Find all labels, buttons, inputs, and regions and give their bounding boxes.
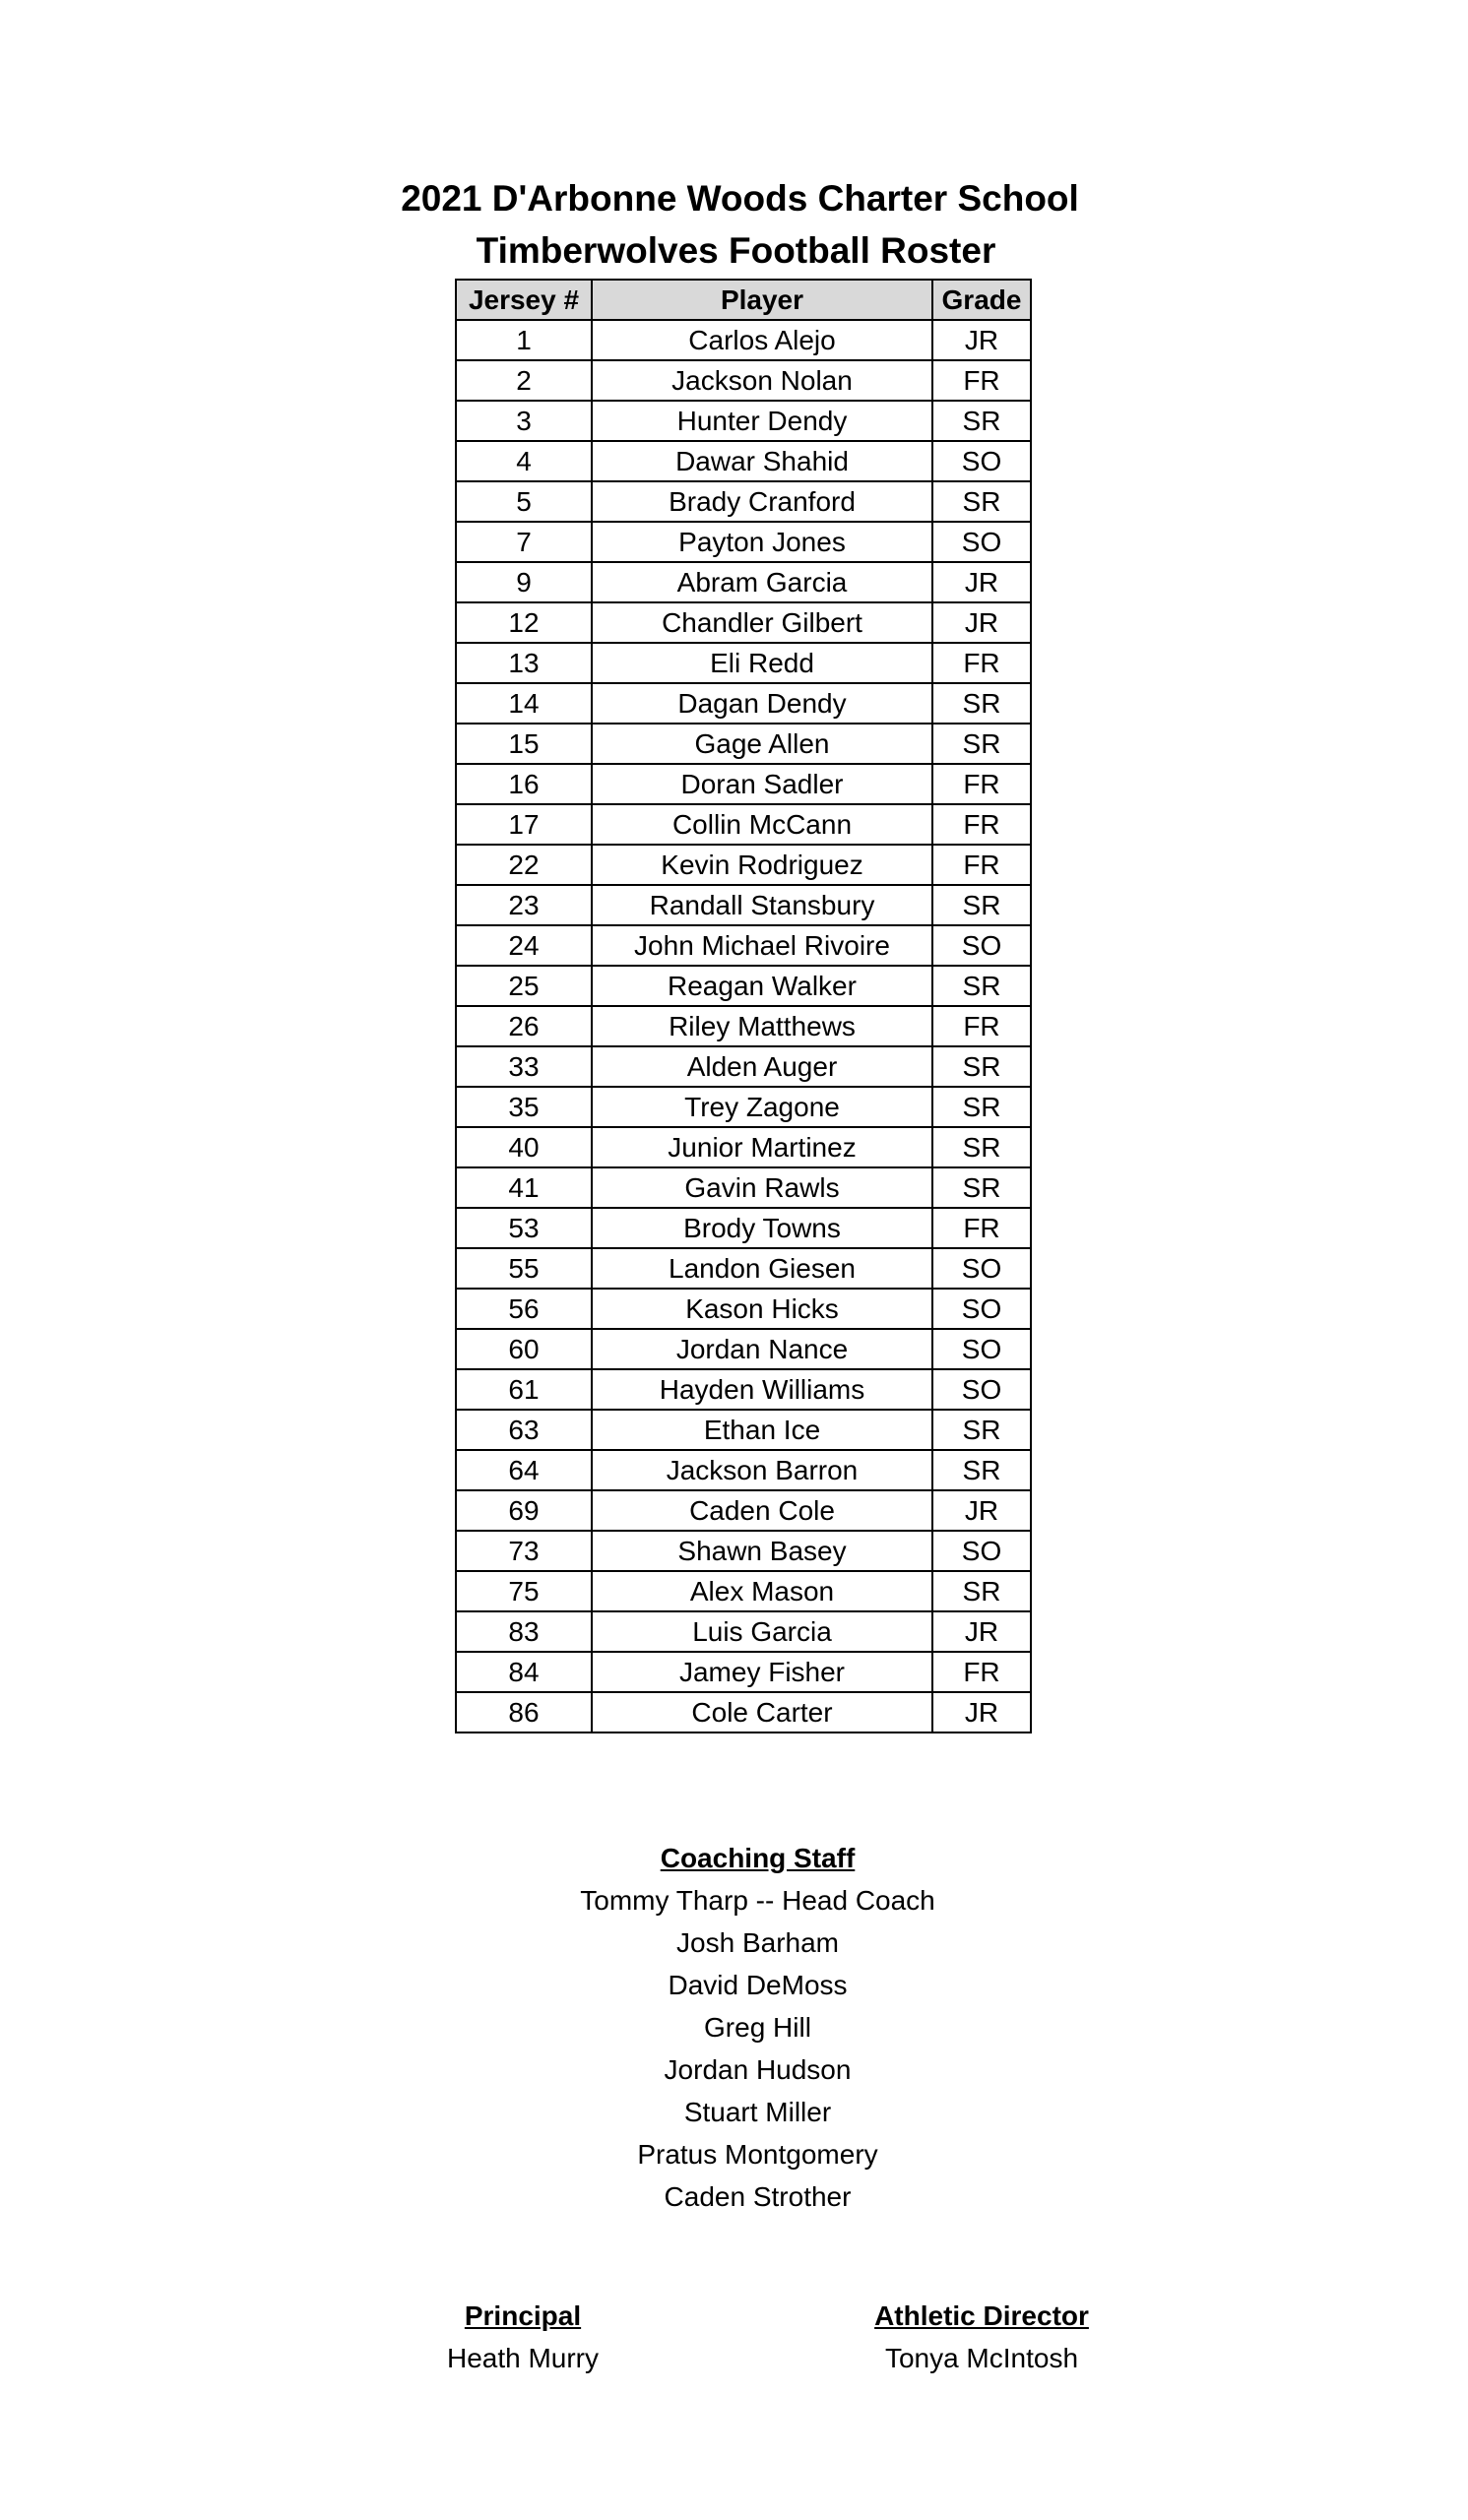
grade-cell: FR	[932, 1652, 1031, 1692]
roster-header-row	[456, 280, 1031, 320]
jersey-cell: 56	[456, 1289, 592, 1329]
grade-cell: SO	[932, 1369, 1031, 1410]
jersey-cell: 17	[456, 804, 592, 845]
table-row	[456, 925, 1031, 966]
jersey-cell: 16	[456, 764, 592, 804]
table-row	[456, 1289, 1031, 1329]
grade-cell: SR	[932, 1450, 1031, 1490]
grade-cell: SR	[932, 1167, 1031, 1208]
table-row	[456, 764, 1031, 804]
table-row	[456, 1490, 1031, 1531]
jersey-cell: 5	[456, 481, 592, 522]
coaching-staff-heading: Coaching Staff	[660, 1843, 856, 1873]
jersey-cell: 60	[456, 1329, 592, 1369]
player-cell: Kason Hicks	[592, 1289, 932, 1329]
roster-table	[455, 279, 1032, 1733]
player-cell: Brady Cranford	[592, 481, 932, 522]
jersey-cell: 9	[456, 562, 592, 602]
table-row	[456, 1531, 1031, 1571]
table-row	[456, 885, 1031, 925]
grade-cell: SO	[932, 1289, 1031, 1329]
table-row	[456, 1046, 1031, 1087]
grade-cell: JR	[932, 562, 1031, 602]
jersey-cell: 26	[456, 1006, 592, 1046]
player-cell: Randall Stansbury	[592, 885, 932, 925]
table-row	[456, 360, 1031, 401]
jersey-cell: 53	[456, 1208, 592, 1248]
header-player: Player	[592, 280, 932, 320]
grade-cell: SR	[932, 1410, 1031, 1450]
grade-cell: FR	[932, 1208, 1031, 1248]
grade-cell: FR	[932, 764, 1031, 804]
table-row	[456, 1208, 1031, 1248]
jersey-cell: 35	[456, 1087, 592, 1127]
grade-cell: FR	[932, 845, 1031, 885]
grade-cell: SO	[932, 925, 1031, 966]
player-cell: Landon Giesen	[592, 1248, 932, 1289]
player-cell: Eli Redd	[592, 643, 932, 683]
principal-heading: Principal	[464, 2300, 582, 2331]
grade-cell: SR	[932, 1127, 1031, 1167]
player-cell: Cole Carter	[592, 1692, 932, 1732]
player-cell: Collin McCann	[592, 804, 932, 845]
coach-name: Pratus Montgomery	[637, 2139, 878, 2170]
jersey-cell: 14	[456, 683, 592, 724]
jersey-cell: 24	[456, 925, 592, 966]
jersey-cell: 33	[456, 1046, 592, 1087]
coach-name: David DeMoss	[668, 1970, 848, 2000]
grade-cell: SO	[932, 441, 1031, 481]
player-cell: Alden Auger	[592, 1046, 932, 1087]
jersey-cell: 7	[456, 522, 592, 562]
athletic-director-heading: Athletic Director	[874, 2300, 1089, 2331]
athletic-director-section	[785, 2295, 1179, 2379]
player-cell: Dagan Dendy	[592, 683, 932, 724]
grade-cell: SR	[932, 481, 1031, 522]
table-row	[456, 1410, 1031, 1450]
table-row	[456, 966, 1031, 1006]
grade-cell: SR	[932, 885, 1031, 925]
jersey-cell: 84	[456, 1652, 592, 1692]
table-row	[456, 1369, 1031, 1410]
grade-cell: SR	[932, 1046, 1031, 1087]
header-grade: Grade	[932, 280, 1031, 320]
jersey-cell: 75	[456, 1571, 592, 1611]
grade-cell: SR	[932, 966, 1031, 1006]
table-row	[456, 1006, 1031, 1046]
player-cell: Chandler Gilbert	[592, 602, 932, 643]
table-row	[456, 1692, 1031, 1732]
jersey-cell: 64	[456, 1450, 592, 1490]
player-cell: Dawar Shahid	[592, 441, 932, 481]
player-cell: Reagan Walker	[592, 966, 932, 1006]
jersey-cell: 13	[456, 643, 592, 683]
table-row	[456, 683, 1031, 724]
grade-cell: JR	[932, 602, 1031, 643]
coach-name: Stuart Miller	[683, 2097, 832, 2127]
jersey-cell: 22	[456, 845, 592, 885]
principal-name: Heath Murry	[446, 2343, 600, 2373]
jersey-cell: 1	[456, 320, 592, 360]
jersey-cell: 15	[456, 724, 592, 764]
jersey-cell: 2	[456, 360, 592, 401]
coach-name: Josh Barham	[676, 1927, 839, 1958]
player-cell: Luis Garcia	[592, 1611, 932, 1652]
table-row	[456, 1450, 1031, 1490]
coach-name: Caden Strother	[664, 2181, 852, 2212]
grade-cell: FR	[932, 804, 1031, 845]
jersey-cell: 41	[456, 1167, 592, 1208]
coach-name: Tommy Tharp -- Head Coach	[580, 1885, 935, 1916]
jersey-cell: 83	[456, 1611, 592, 1652]
jersey-cell: 40	[456, 1127, 592, 1167]
grade-cell: SO	[932, 1248, 1031, 1289]
coach-name: Jordan Hudson	[664, 2054, 852, 2085]
player-cell: Jordan Nance	[592, 1329, 932, 1369]
table-row	[456, 1329, 1031, 1369]
table-row	[456, 481, 1031, 522]
grade-cell: SR	[932, 1571, 1031, 1611]
grade-cell: SO	[932, 1531, 1031, 1571]
player-cell: Hayden Williams	[592, 1369, 932, 1410]
table-row	[456, 522, 1031, 562]
grade-cell: FR	[932, 360, 1031, 401]
table-row	[456, 1248, 1031, 1289]
jersey-cell: 63	[456, 1410, 592, 1450]
player-cell: Gavin Rawls	[592, 1167, 932, 1208]
jersey-cell: 86	[456, 1692, 592, 1732]
player-cell: Jamey Fisher	[592, 1652, 932, 1692]
player-cell: John Michael Rivoire	[592, 925, 932, 966]
coach-name: Greg Hill	[704, 2012, 811, 2043]
table-row	[456, 441, 1031, 481]
player-cell: Brody Towns	[592, 1208, 932, 1248]
principal-section	[326, 2295, 720, 2379]
grade-cell: SO	[932, 522, 1031, 562]
jersey-cell: 23	[456, 885, 592, 925]
player-cell: Jackson Barron	[592, 1450, 932, 1490]
table-row	[456, 1611, 1031, 1652]
grade-cell: JR	[932, 1490, 1031, 1531]
table-row	[456, 1571, 1031, 1611]
grade-cell: SR	[932, 401, 1031, 441]
table-row	[456, 845, 1031, 885]
jersey-cell: 69	[456, 1490, 592, 1531]
grade-cell: JR	[932, 1692, 1031, 1732]
jersey-cell: 25	[456, 966, 592, 1006]
jersey-cell: 55	[456, 1248, 592, 1289]
player-cell: Payton Jones	[592, 522, 932, 562]
player-cell: Ethan Ice	[592, 1410, 932, 1450]
document-title-line-1: 2021 D'Arbonne Woods Charter School	[401, 178, 1079, 219]
grade-cell: SO	[932, 1329, 1031, 1369]
table-row	[456, 562, 1031, 602]
table-row	[456, 602, 1031, 643]
player-cell: Carlos Alejo	[592, 320, 932, 360]
grade-cell: SR	[932, 683, 1031, 724]
table-row	[456, 320, 1031, 360]
player-cell: Shawn Basey	[592, 1531, 932, 1571]
player-cell: Kevin Rodriguez	[592, 845, 932, 885]
jersey-cell: 73	[456, 1531, 592, 1571]
player-cell: Riley Matthews	[592, 1006, 932, 1046]
jersey-cell: 4	[456, 441, 592, 481]
grade-cell: FR	[932, 643, 1031, 683]
jersey-cell: 12	[456, 602, 592, 643]
player-cell: Trey Zagone	[592, 1087, 932, 1127]
grade-cell: SR	[932, 1087, 1031, 1127]
coaching-staff-list	[47, 1879, 1468, 2218]
table-row	[456, 1127, 1031, 1167]
player-cell: Gage Allen	[592, 724, 932, 764]
table-row	[456, 1167, 1031, 1208]
player-cell: Doran Sadler	[592, 764, 932, 804]
table-row	[456, 804, 1031, 845]
player-cell: Hunter Dendy	[592, 401, 932, 441]
grade-cell: JR	[932, 1611, 1031, 1652]
table-row	[456, 1087, 1031, 1127]
roster-body	[456, 320, 1031, 1732]
grade-cell: SR	[932, 724, 1031, 764]
table-row	[456, 643, 1031, 683]
player-cell: Caden Cole	[592, 1490, 932, 1531]
coaching-staff-section	[0, 1837, 1468, 2218]
athletic-director-name: Tonya McIntosh	[884, 2343, 1079, 2373]
table-row	[456, 1652, 1031, 1692]
player-cell: Alex Mason	[592, 1571, 932, 1611]
grade-cell: FR	[932, 1006, 1031, 1046]
grade-cell: JR	[932, 320, 1031, 360]
jersey-cell: 3	[456, 401, 592, 441]
table-row	[456, 724, 1031, 764]
table-row	[456, 401, 1031, 441]
header-jersey: Jersey #	[456, 280, 592, 320]
player-cell: Jackson Nolan	[592, 360, 932, 401]
jersey-cell: 61	[456, 1369, 592, 1410]
document-title-line-2: Timberwolves Football Roster	[476, 230, 996, 271]
player-cell: Junior Martinez	[592, 1127, 932, 1167]
player-cell: Abram Garcia	[592, 562, 932, 602]
